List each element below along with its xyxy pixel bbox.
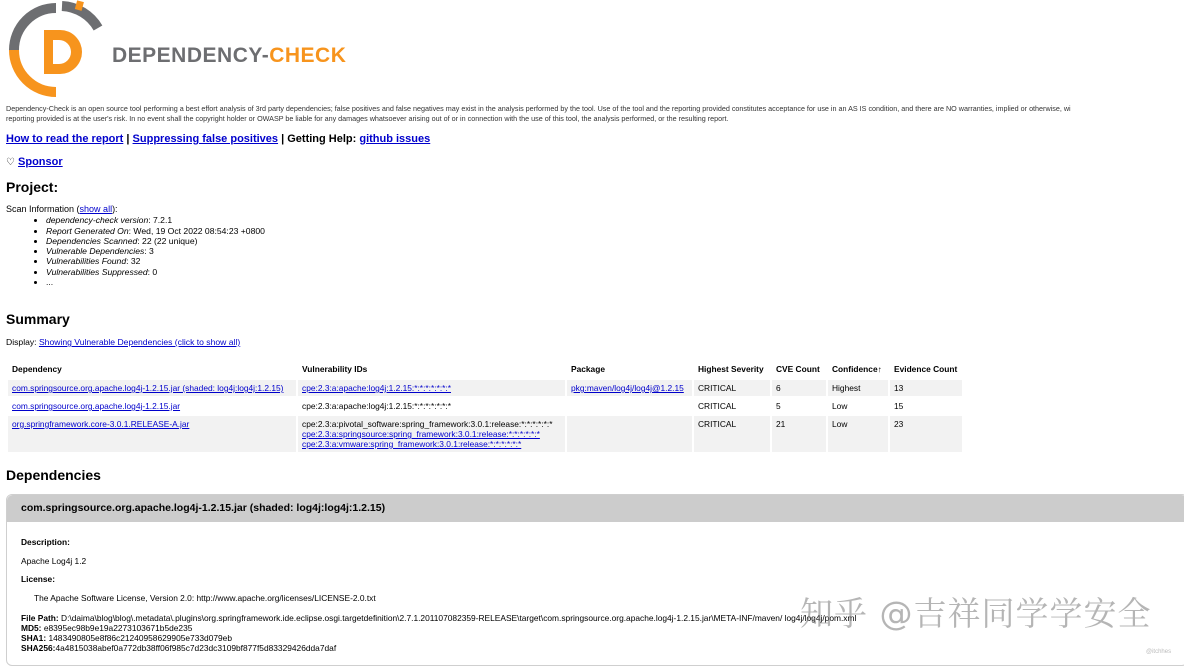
sponsor-link[interactable]: Sponsor: [18, 156, 63, 168]
description-label: Description:: [21, 537, 70, 547]
cve-count-cell: 6: [772, 380, 826, 396]
file-path-label: File Path:: [21, 613, 59, 623]
scan-info-item: [46, 236, 265, 246]
table-row: [8, 380, 962, 396]
confidence-cell: Highest: [828, 380, 888, 396]
watermark-small: @itchhes: [1146, 649, 1172, 655]
heart-outline-icon: ♡: [6, 157, 15, 168]
dependency-panel-title[interactable]: com.springsource.org.apache.log4j-1.2.15.jar (shaded: log4j:log4j:1.2.15): [7, 495, 1184, 522]
display-filter: [6, 337, 240, 347]
dependency-check-logo-icon: [6, 0, 106, 98]
package-link[interactable]: pkg:maven/log4j/log4j@1.2.15: [571, 383, 684, 393]
license-value: The Apache Software License, Version 2.0: http://www.apache.org/licenses/LICENSE-2.0.txt: [34, 593, 376, 603]
file-path-value: D:\daima\blog\blog\.metadata\.plugins\org.springframework.ide.eclipse.osgi.targetdefinition\2.7.1.201107082359-RELEASE\target\com.springsource.org.apache.log4j-1.2.15.jar\META-INF/maven/ log4j/log4j/pom.xml: [61, 613, 857, 623]
summary-heading: Summary: [6, 311, 70, 327]
table-row: [8, 416, 962, 452]
confidence-cell: Low: [828, 398, 888, 414]
vulnerability-id-link[interactable]: cpe:2.3:a:springsource:spring_framework:3.0.1:release:*:*:*:*:*:*: [302, 429, 540, 439]
sha256-label: SHA256:: [21, 643, 56, 653]
col-evidence-count[interactable]: Evidence Count: [894, 364, 958, 374]
scan-info-key: Vulnerabilities Found: [46, 256, 127, 267]
dependency-link[interactable]: com.springsource.org.apache.log4j-1.2.15.jar: [12, 401, 181, 411]
license-label: License:: [21, 574, 55, 584]
package-cell: [567, 416, 692, 452]
package-cell: [567, 398, 692, 414]
dependency-link[interactable]: org.springframework.core-3.0.1.RELEASE-A.jar: [12, 419, 190, 429]
evidence-count-cell: 15: [890, 398, 962, 414]
project-heading: Project:: [6, 179, 59, 195]
help-links: [6, 133, 430, 145]
scan-info-suffix: ):: [112, 204, 118, 214]
summary-table: [6, 358, 964, 454]
scan-info-item: [46, 246, 265, 256]
show-all-link[interactable]: show all: [79, 204, 113, 214]
table-row: [8, 398, 962, 414]
col-dependency[interactable]: Dependency: [12, 364, 62, 374]
scan-info-item: [46, 226, 265, 236]
suppressing-false-positives-link[interactable]: Suppressing false positives: [132, 133, 279, 145]
sha1-label: SHA1:: [21, 633, 47, 643]
cve-count-cell: 21: [772, 416, 826, 452]
dependency-panel: [6, 494, 1184, 666]
scan-information: [6, 204, 265, 287]
evidence-count-cell: 13: [890, 380, 962, 396]
sha256-value: 4a4815038abef0a772db38ff06f985c7d23dc3109bf877f5d83329426dda7daf: [55, 643, 337, 653]
scan-info-value: : 22 (22 unique): [137, 235, 198, 246]
scan-info-value: : 3: [144, 246, 154, 257]
logo-text-dependency: DEPENDENCY-: [112, 44, 270, 67]
severity-cell: CRITICAL: [694, 380, 770, 396]
col-highest-severity[interactable]: Highest Severity: [698, 364, 764, 374]
col-confidence[interactable]: Confidence↑: [832, 364, 882, 374]
scan-info-item: [46, 267, 265, 277]
severity-cell: CRITICAL: [694, 398, 770, 414]
scan-info-value: : Wed, 19 Oct 2022 08:54:23 +0800: [128, 225, 265, 236]
scan-info-prefix: Scan Information (: [6, 204, 80, 214]
zhihu-watermark: 知乎 @吉祥同学学安全: [800, 594, 1152, 633]
scan-info-key: dependency-check version: [46, 215, 149, 226]
md5-value: e8395ec98b9e19a2273103671b5de235: [43, 623, 193, 633]
disclaimer-line-2: reporting provided is at the user's risk. In no event shall the copyright holder or OWASP be liable for any damages whatsoever arising out of or in connection with the use of this tool, the analysis performed, or the resulting report.: [6, 113, 729, 123]
vulnerability-id-link[interactable]: cpe:2.3:a:apache:log4j:1.2.15:*:*:*:*:*:*:*: [302, 383, 451, 393]
description-value: Apache Log4j 1.2: [21, 556, 87, 566]
logo-text-check: CHECK: [269, 44, 347, 67]
show-vulnerable-toggle-link[interactable]: Showing Vulnerable Dependencies (click to show all): [38, 337, 241, 347]
scan-info-item: [46, 215, 265, 225]
dependency-link[interactable]: com.springsource.org.apache.log4j-1.2.15.jar (shaded: log4j:log4j:1.2.15): [12, 383, 284, 393]
cve-count-cell: 5: [772, 398, 826, 414]
disclaimer-line-1: Dependency-Check is an open source tool performing a best effort analysis of 3rd party dependencies; false positives and false negatives may exist in the analysis performed by the tool. Use of the tool and the reporting provided constitutes acceptance for use in an AS IS condition, and there are NO warranties, implied or otherwise, wi: [6, 104, 1071, 113]
vulnerability-id-text: cpe:2.3:a:pivotal_software:spring_framework:3.0.1:release:*:*:*:*:*:*: [302, 419, 553, 429]
scan-info-ellipsis[interactable]: ...: [46, 277, 54, 288]
scan-info-key: Vulnerabilities Suppressed: [46, 266, 148, 277]
scan-info-value: : 0: [147, 266, 158, 277]
disclaimer: [6, 104, 1184, 123]
scan-info-key: Dependencies Scanned: [46, 235, 138, 246]
scan-info-item: [46, 256, 265, 266]
github-issues-link[interactable]: github issues: [359, 133, 431, 145]
col-cve-count[interactable]: CVE Count: [776, 364, 820, 374]
getting-help-label: | Getting Help:: [278, 133, 360, 145]
severity-cell: CRITICAL: [694, 416, 770, 452]
scan-info-key: Report Generated On: [46, 225, 129, 236]
scan-info-value: : 7.2.1: [148, 215, 173, 226]
scan-info-key: Vulnerable Dependencies: [46, 246, 145, 257]
summary-header-row: [8, 360, 962, 378]
vulnerability-id-link[interactable]: cpe:2.3:a:vmware:spring_framework:3.0.1:release:*:*:*:*:*:*: [302, 439, 522, 449]
sha1-value: 1483490805e8f86c21240958629905e733d079eb: [48, 633, 232, 643]
file-hashes: [21, 613, 856, 653]
vulnerability-id-text: cpe:2.3:a:apache:log4j:1.2.15:*:*:*:*:*:*:*: [298, 398, 565, 414]
scan-info-more[interactable]: [46, 277, 265, 287]
sponsor: [6, 156, 63, 168]
scan-info-title: [6, 204, 265, 214]
evidence-count-cell: 23: [890, 416, 962, 452]
col-package[interactable]: Package: [571, 364, 605, 374]
logo-wordmark: [112, 44, 346, 68]
scan-info-value: : 32: [126, 256, 141, 267]
display-label: Display:: [6, 337, 39, 347]
confidence-cell: Low: [828, 416, 888, 452]
col-vulnerability-ids[interactable]: Vulnerability IDs: [302, 364, 368, 374]
help-separator: |: [123, 133, 133, 145]
md5-label: MD5:: [21, 623, 42, 633]
scan-info-list: [6, 215, 265, 287]
how-to-read-report-link[interactable]: How to read the report: [6, 133, 124, 145]
dependencies-heading: Dependencies: [6, 467, 101, 483]
